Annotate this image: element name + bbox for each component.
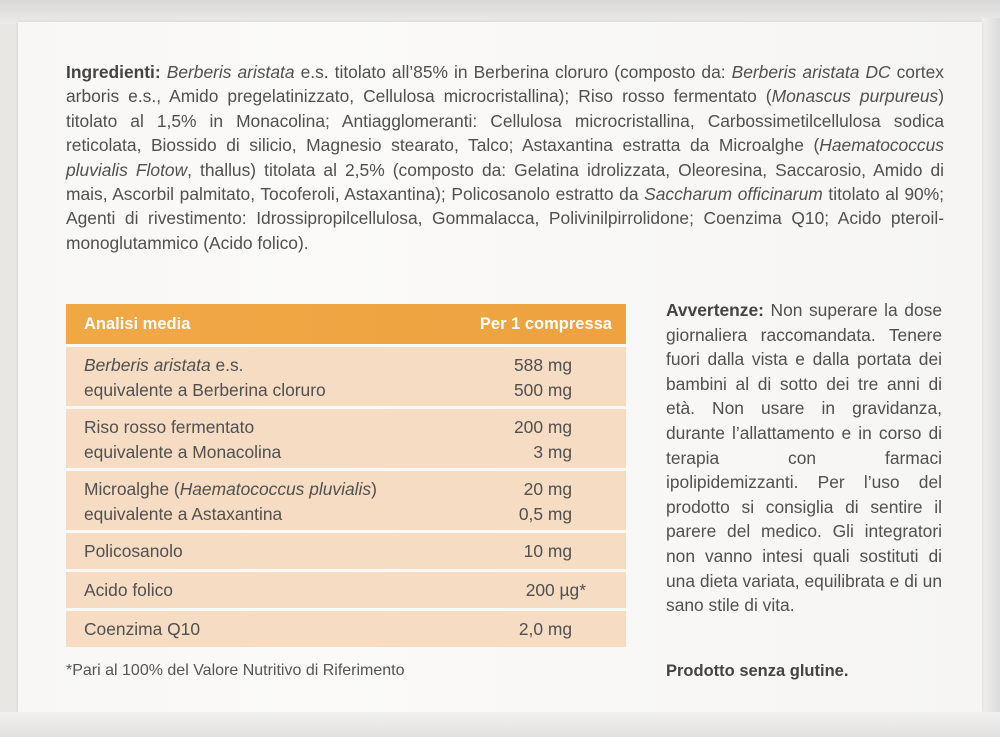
row-label: Microalghe ( bbox=[84, 479, 180, 499]
box-side-edge bbox=[982, 18, 1000, 716]
row-value: 10 mg bbox=[523, 541, 572, 561]
ingredients-paragraph bbox=[66, 60, 944, 255]
row-value: 200 µg* bbox=[525, 580, 586, 600]
row-label: Coenzima Q10 bbox=[84, 619, 200, 639]
warnings-text: Non superare la dose giornaliera raccomandata. Tenere fuori dalla vista e dalla portata dei bambini al di sotto dei tre anni di età. Non usare in gravidanza, durante l’allattamento e in corso di terapia con farmaci ipolipidemizzanti. Per l’uso del prodotto si consiglia di sentire il parere del medico. Gli integratori non vanno intesi quali sostituti di una dieta variata, equilibrata e di un sano stile di vita. bbox=[666, 300, 942, 616]
row-label: Acido folico bbox=[84, 580, 173, 600]
row-value: 2,0 mg bbox=[518, 619, 572, 639]
footnote: *Pari al 100% del Valore Nutritivo di Riferimento bbox=[66, 662, 405, 679]
row-sublabel: equivalente a Berberina cloruro bbox=[84, 379, 326, 400]
table-header-analysis: Analisi media bbox=[84, 314, 191, 333]
row-label-italic: Berberis aristata bbox=[84, 355, 211, 375]
ingredients-text: Berberis aristata DC bbox=[731, 62, 891, 82]
ingredients-text: e.s. titolato all’85% in Berberina cloruro (composto da: bbox=[294, 62, 732, 82]
warnings-paragraph bbox=[666, 298, 942, 618]
background-top bbox=[0, 0, 1000, 24]
table-row bbox=[66, 409, 626, 468]
table-row bbox=[66, 572, 626, 608]
row-sublabel: equivalente a Astaxantina bbox=[84, 503, 283, 524]
table-header bbox=[66, 304, 626, 344]
table-row bbox=[66, 533, 626, 569]
row-label-italic: Haematococcus pluvialis bbox=[179, 479, 372, 499]
row-subvalue: 3 mg bbox=[533, 441, 572, 462]
row-value: 20 mg bbox=[523, 479, 572, 499]
ingredients-text: cortex arboris e.s., Amido pregelatinizzato, Cellulosa microcristallina); Riso rosso fermentato ( bbox=[66, 62, 944, 107]
gluten-free-note: Prodotto senza glutine. bbox=[666, 662, 849, 680]
table-row bbox=[66, 471, 626, 530]
background-bottom bbox=[0, 712, 1000, 737]
ingredients-text: ) titolato al 1,5% in Monacolina; Antiagglomeranti: Cellulosa microcristallina, Carbossimetilcellulosa sodica reticolata, Biossido di silicio, Magnesio stearato, Talco; Astaxantina estratta da Microalghe ( bbox=[66, 86, 944, 156]
ingredients-text: Saccharum officinarum bbox=[644, 184, 823, 205]
table-header-per-tablet: Per 1 compressa bbox=[479, 314, 612, 333]
ingredients-text: Berberis aristata bbox=[166, 62, 295, 82]
nutrition-table bbox=[66, 304, 626, 647]
row-label: Policosanolo bbox=[84, 541, 183, 561]
row-value: 588 mg bbox=[513, 355, 572, 375]
row-value: 200 mg bbox=[513, 417, 572, 437]
row-label: Riso rosso fermentato bbox=[84, 417, 255, 437]
table-row bbox=[66, 347, 626, 406]
row-sublabel: equivalente a Monacolina bbox=[84, 441, 282, 462]
row-subvalue: 0,5 mg bbox=[518, 503, 572, 524]
row-label: ) bbox=[371, 479, 377, 499]
ingredients-heading: Ingredienti: bbox=[66, 62, 161, 82]
table-row bbox=[66, 611, 626, 647]
row-subvalue: 500 mg bbox=[513, 379, 572, 400]
row-label: e.s. bbox=[210, 355, 244, 375]
ingredients-text: Haematococcus pluvialis Flotow bbox=[66, 135, 944, 180]
warnings-heading: Avvertenze: bbox=[666, 300, 764, 320]
ingredients-text: , thallus) titolata al 2,5% (composto da: Gelatina idrolizzata, Oleoresina, Saccarosio, Amido di mais, Ascorbil palmitato, Tocoferoli, Astaxantina); Policosanolo estratto da bbox=[66, 159, 944, 205]
ingredients-text: Monascus purpureus bbox=[771, 86, 939, 107]
ingredients-text: titolato al 90%; Agenti di rivestimento: Idrossipropilcellulosa, Gommalacca, Polivinilpirrolidone; Coenzima Q10; Acido pteroil-monoglutammico (Acido folico). bbox=[66, 184, 944, 253]
